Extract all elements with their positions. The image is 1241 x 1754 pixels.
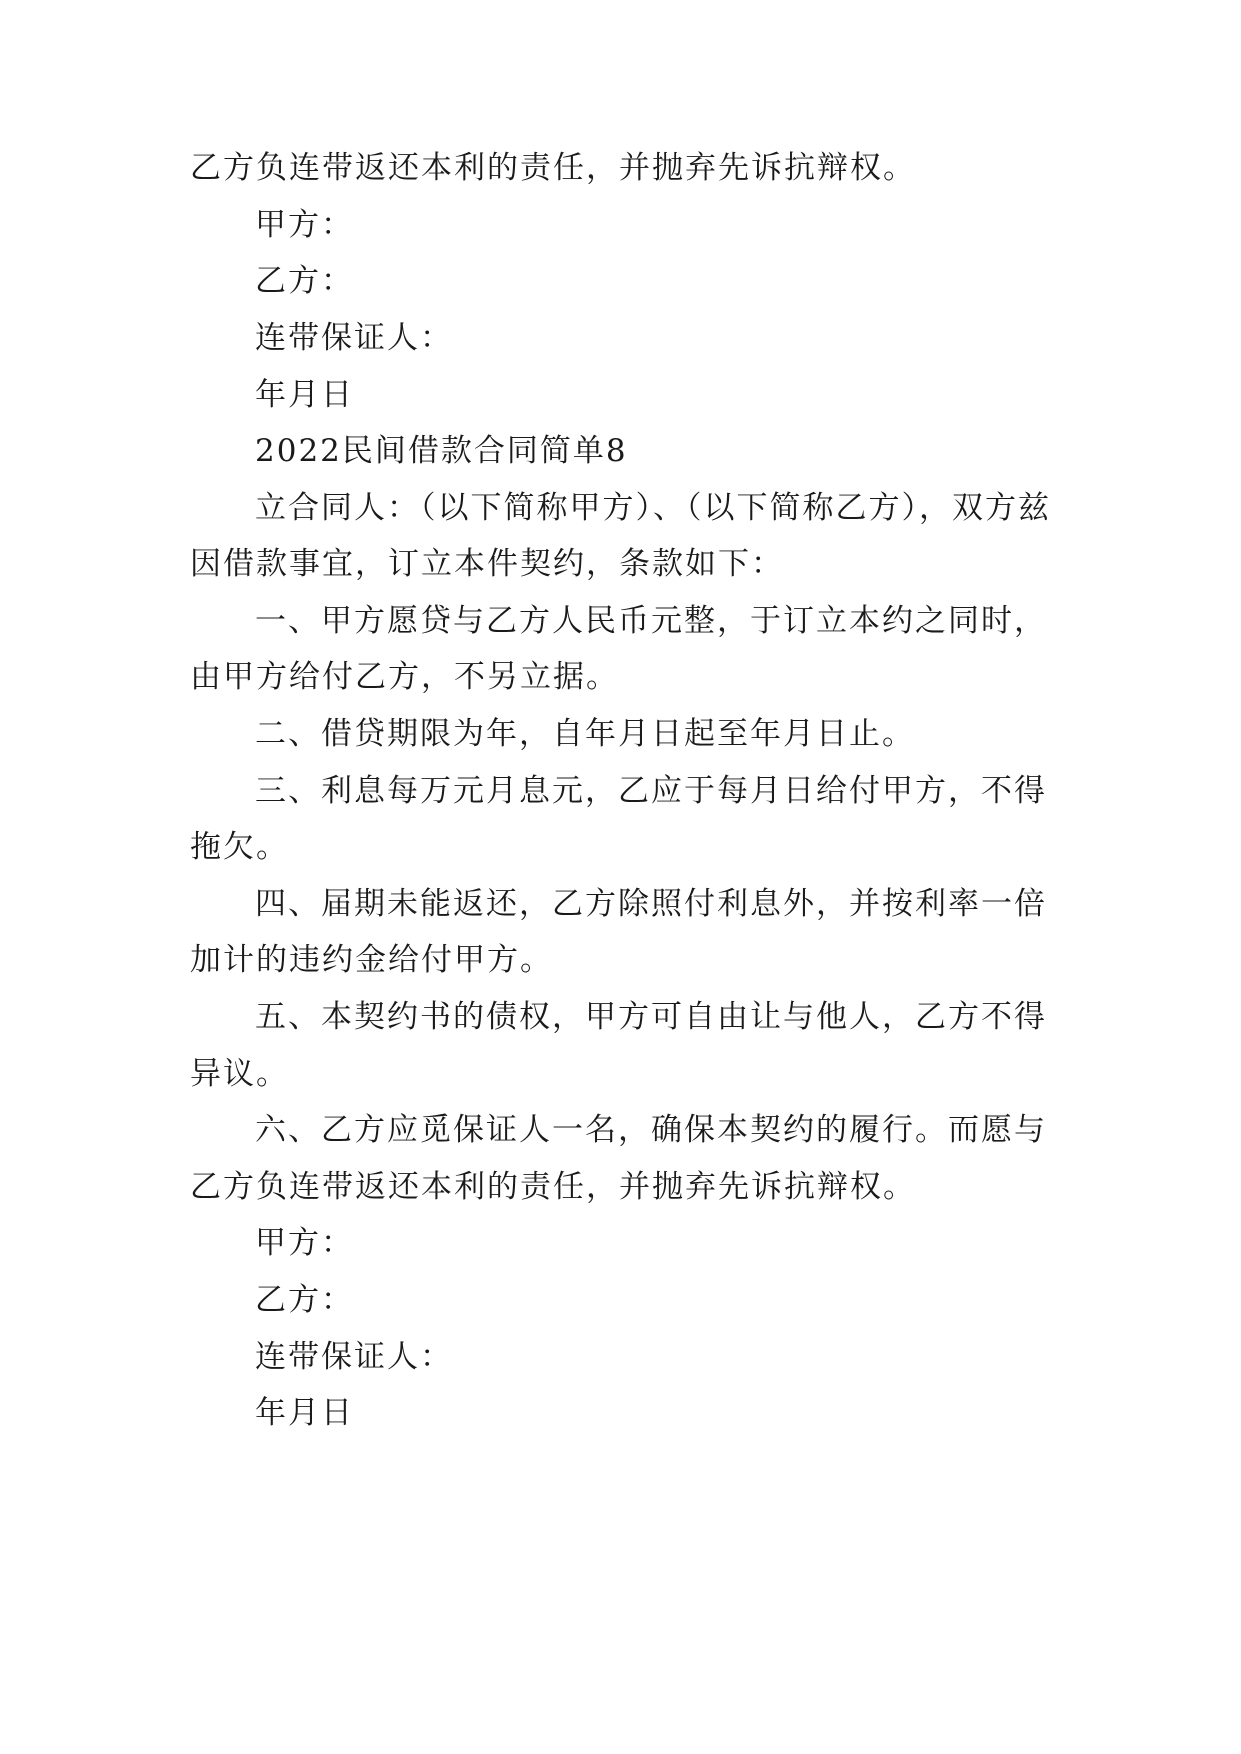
paragraph-line: 四、届期未能返还，乙方除照付利息外，并按利率一倍 <box>255 886 1047 922</box>
paragraph-line: 五、本契约书的债权，甲方可自由让与他人，乙方不得 <box>255 999 1047 1035</box>
signature-party-a: 甲方： <box>255 207 354 243</box>
paragraph-line: 拖欠。 <box>190 829 289 865</box>
paragraph-line: 六、乙方应觅保证人一名，确保本契约的履行。而愿与 <box>255 1112 1047 1148</box>
paragraph-line: 乙方负连带返还本利的责任，并抛弃先诉抗辩权。 <box>190 1169 916 1205</box>
section-title: 2022民间借款合同简单8 <box>255 433 628 469</box>
paragraph-line: 乙方负连带返还本利的责任，并抛弃先诉抗辩权。 <box>190 150 916 186</box>
signature-guarantor: 连带保证人： <box>255 1339 453 1375</box>
signature-party-b: 乙方： <box>255 1282 354 1318</box>
signature-party-b: 乙方： <box>255 263 354 299</box>
signature-date: 年月日 <box>255 377 354 413</box>
paragraph-line: 立合同人：（以下简称甲方）、（以下简称乙方），双方兹 <box>255 490 1051 526</box>
paragraph-line: 二、借贷期限为年，自年月日起至年月日止。 <box>255 716 915 752</box>
paragraph-line: 三、利息每万元月息元，乙应于每月日给付甲方，不得 <box>255 773 1047 809</box>
paragraph-line: 由甲方给付乙方，不另立据。 <box>190 659 619 695</box>
paragraph-line: 异议。 <box>190 1056 289 1092</box>
signature-date: 年月日 <box>255 1395 354 1431</box>
paragraph-line: 加计的违约金给付甲方。 <box>190 942 553 978</box>
signature-guarantor: 连带保证人： <box>255 320 453 356</box>
signature-party-a: 甲方： <box>255 1225 354 1261</box>
paragraph-line: 因借款事宜，订立本件契约，条款如下： <box>190 546 784 582</box>
paragraph-line: 一、甲方愿贷与乙方人民币元整，于订立本约之同时， <box>255 603 1047 639</box>
